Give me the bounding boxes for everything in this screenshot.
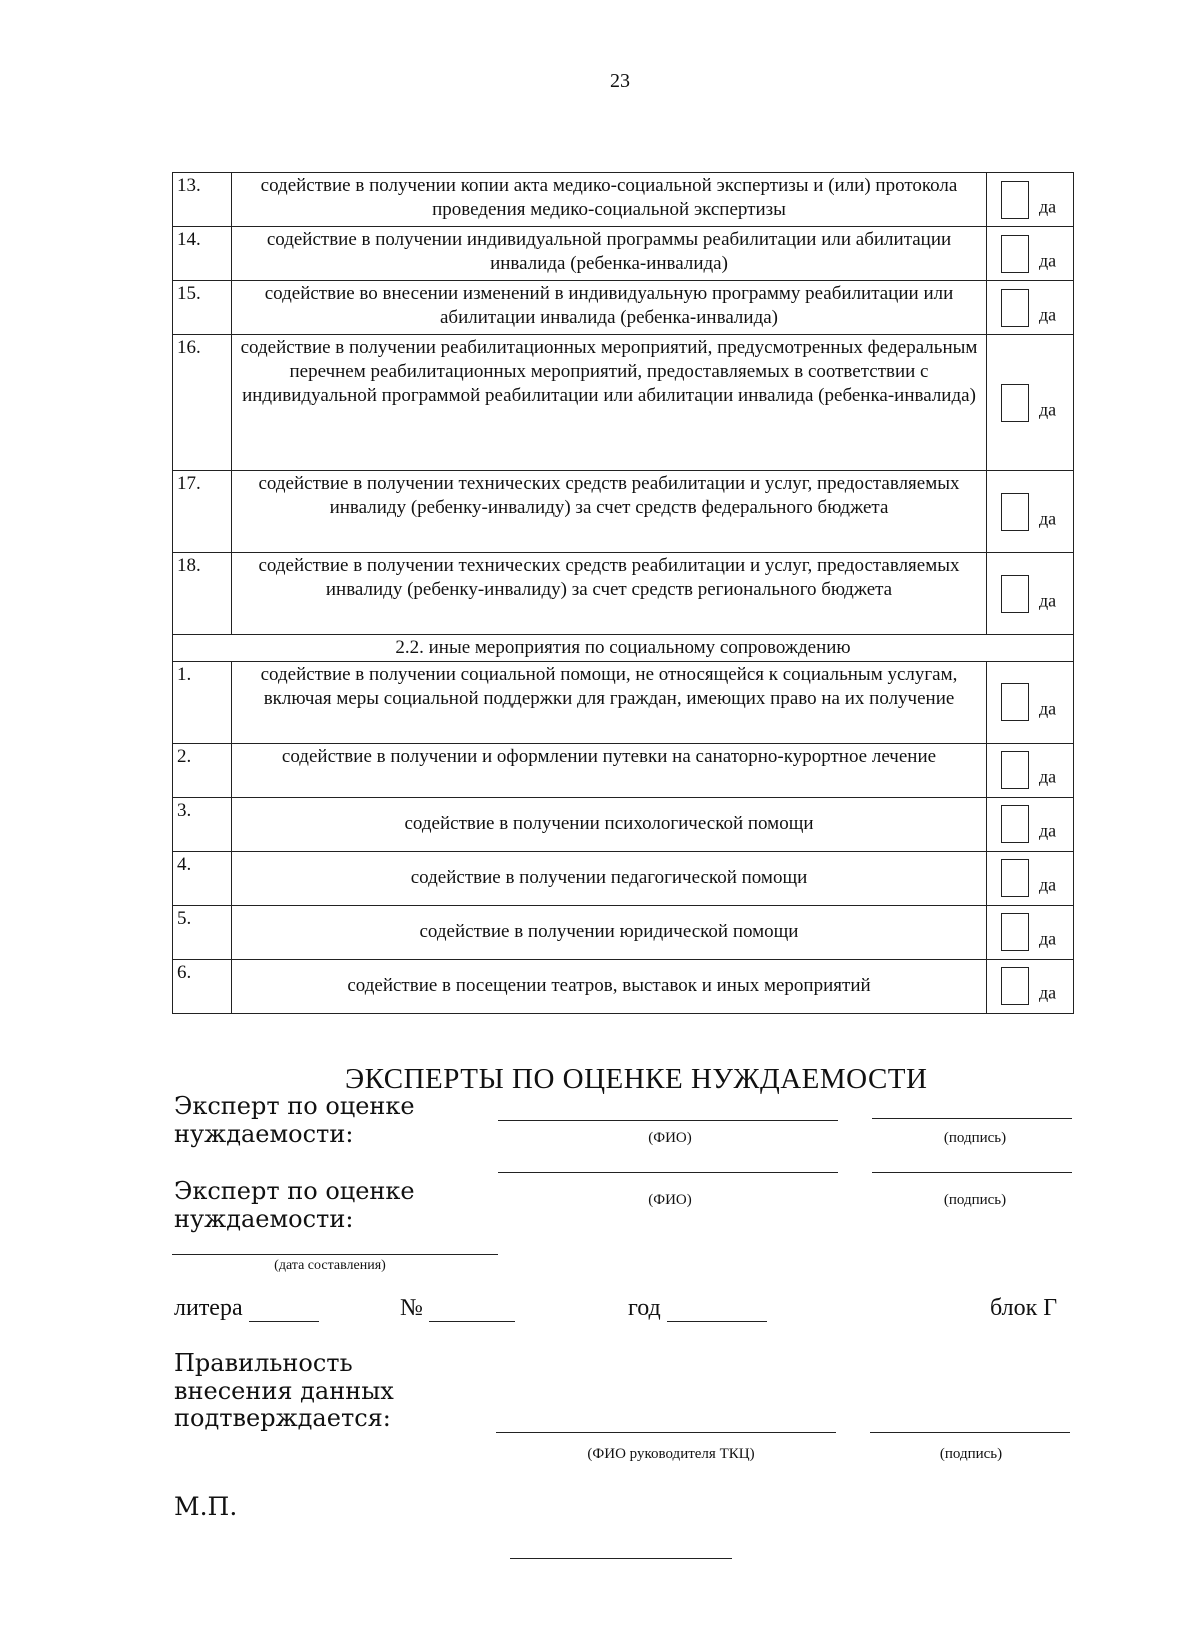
expert-2-label-line-2: нуждаемости: <box>174 1204 354 1233</box>
expert-1-label <box>174 1093 415 1148</box>
table-row <box>173 959 1074 1013</box>
measures-table <box>172 172 1074 1014</box>
row-number: 6. <box>173 959 232 1013</box>
yes-checkbox-label: да <box>1039 874 1057 895</box>
measures-table-body <box>173 173 1074 1014</box>
expert-2-label <box>174 1178 415 1233</box>
number-line[interactable] <box>429 1303 515 1322</box>
yes-checkbox-label: да <box>1039 196 1057 216</box>
row-description: содействие в получении юридической помощи <box>232 905 987 959</box>
head-signature-caption: (подпись) <box>939 1446 1003 1462</box>
year-label: год <box>628 1295 661 1321</box>
head-fio-caption: (ФИО руководителя ТКЦ) <box>587 1446 755 1462</box>
table-row <box>173 905 1074 959</box>
table-row <box>173 851 1074 905</box>
yes-checkbox[interactable] <box>1001 805 1029 843</box>
expert-1-label-line-1: Эксперт по оценке <box>174 1092 415 1120</box>
row-checkbox-cell <box>987 553 1074 635</box>
expert-1-fio-caption: (ФИО) <box>648 1130 692 1146</box>
row-number: 13. <box>173 173 232 227</box>
yes-checkbox-label: да <box>1039 250 1057 270</box>
yes-checkbox-label: да <box>1039 928 1057 949</box>
row-number: 14. <box>173 227 232 281</box>
row-checkbox-cell <box>987 173 1074 227</box>
yes-checkbox[interactable] <box>1001 235 1029 273</box>
yes-checkbox[interactable] <box>1001 493 1029 531</box>
row-description: содействие в получении копии акта медико-социальной экспертизы и (или) протокола проведения медико-социальной экспертизы <box>232 173 987 227</box>
row-description: содействие в получении технических средств реабилитации и услуг, предоставляемых инвалиду (ребенку-инвалиду) за счет средств регионального бюджета <box>232 553 987 635</box>
year-line[interactable] <box>667 1303 767 1322</box>
row-number: 17. <box>173 471 232 553</box>
row-checkbox-cell <box>987 335 1074 471</box>
row-checkbox-cell <box>987 743 1074 797</box>
row-number: 15. <box>173 281 232 335</box>
table-row <box>173 173 1074 227</box>
date-caption: (дата составления) <box>274 1258 386 1273</box>
table-row <box>173 335 1074 471</box>
row-number: 16. <box>173 335 232 471</box>
row-description: содействие в получении социальной помощи, не относящейся к социальным услугам, включая меры социальной поддержки для граждан, имеющих право на их получение <box>232 661 987 743</box>
yes-checkbox[interactable] <box>1001 913 1029 951</box>
row-checkbox-cell <box>987 281 1074 335</box>
expert-1-signature-line[interactable] <box>872 1118 1072 1119</box>
yes-checkbox[interactable] <box>1001 181 1029 219</box>
yes-checkbox-label: да <box>1039 698 1057 719</box>
table-row <box>173 471 1074 553</box>
row-number: 1. <box>173 661 232 743</box>
yes-checkbox-label: да <box>1039 399 1057 419</box>
litera-line[interactable] <box>249 1303 319 1322</box>
number-sign-label: № <box>400 1295 423 1321</box>
confirm-label-line-1: Правильность <box>174 1349 353 1377</box>
expert-2-fio-line[interactable] <box>498 1172 838 1173</box>
expert-1-signature-caption: (подпись) <box>943 1130 1007 1146</box>
table-row <box>173 281 1074 335</box>
row-description: содействие в получении психологической помощи <box>232 797 987 851</box>
table-row <box>173 553 1074 635</box>
yes-checkbox-label: да <box>1039 304 1057 324</box>
row-number: 2. <box>173 743 232 797</box>
row-description: содействие в получении и оформлении путевки на санаторно-курортное лечение <box>232 743 987 797</box>
yes-checkbox[interactable] <box>1001 751 1029 789</box>
experts-title: ЭКСПЕРТЫ ПО ОЦЕНКЕ НУЖДАЕМОСТИ <box>345 1063 928 1095</box>
row-number: 3. <box>173 797 232 851</box>
expert-1-label-line-2: нуждаемости: <box>174 1119 354 1148</box>
stamp-placeholder: М.П. <box>174 1492 238 1521</box>
yes-checkbox[interactable] <box>1001 289 1029 327</box>
section-title: 2.2. иные мероприятия по социальному сопровождению <box>173 635 1074 662</box>
row-checkbox-cell <box>987 797 1074 851</box>
litera-label: литера <box>174 1295 243 1321</box>
page-number: 23 <box>610 70 630 92</box>
yes-checkbox[interactable] <box>1001 384 1029 422</box>
expert-2-fio-caption: (ФИО) <box>648 1192 692 1208</box>
expert-2-label-line-1: Эксперт по оценке <box>174 1177 415 1205</box>
table-row <box>173 797 1074 851</box>
row-description: содействие в получении индивидуальной программы реабилитации или абилитации инвалида (ребенка-инвалида) <box>232 227 987 281</box>
year-field <box>628 1295 767 1322</box>
row-description: содействие во внесении изменений в индивидуальную программу реабилитации или абилитации инвалида (ребенка-инвалида) <box>232 281 987 335</box>
row-checkbox-cell <box>987 851 1074 905</box>
row-number: 4. <box>173 851 232 905</box>
yes-checkbox[interactable] <box>1001 683 1029 721</box>
yes-checkbox-label: да <box>1039 982 1057 1003</box>
block-label: блок Г <box>990 1295 1058 1321</box>
head-signature-line[interactable] <box>870 1432 1070 1433</box>
confirm-label-line-2: внесения данных <box>174 1376 394 1405</box>
expert-1-fio-line[interactable] <box>498 1120 838 1121</box>
table-row <box>173 743 1074 797</box>
row-description: содействие в получении педагогической помощи <box>232 851 987 905</box>
row-description: содействие в посещении театров, выставок и иных мероприятий <box>232 959 987 1013</box>
table-row <box>173 661 1074 743</box>
row-checkbox-cell <box>987 471 1074 553</box>
head-fio-line[interactable] <box>496 1432 836 1433</box>
bottom-separator-line <box>510 1558 732 1559</box>
row-number: 5. <box>173 905 232 959</box>
yes-checkbox-label: да <box>1039 766 1057 787</box>
yes-checkbox-label: да <box>1039 508 1057 528</box>
yes-checkbox-label: да <box>1039 590 1057 610</box>
number-field <box>400 1295 515 1322</box>
yes-checkbox[interactable] <box>1001 575 1029 613</box>
confirm-label-line-3: подтверждается: <box>174 1404 391 1433</box>
yes-checkbox[interactable] <box>1001 859 1029 897</box>
row-checkbox-cell <box>987 959 1074 1013</box>
expert-2-signature-line[interactable] <box>872 1172 1072 1173</box>
yes-checkbox[interactable] <box>1001 967 1029 1005</box>
row-number: 18. <box>173 553 232 635</box>
row-checkbox-cell <box>987 227 1074 281</box>
row-description: содействие в получении технических средств реабилитации и услуг, предоставляемых инвалиду (ребенку-инвалиду) за счет средств федерального бюджета <box>232 471 987 553</box>
confirm-label <box>174 1350 394 1433</box>
litera-field <box>174 1295 319 1322</box>
table-row <box>173 227 1074 281</box>
row-checkbox-cell <box>987 661 1074 743</box>
row-checkbox-cell <box>987 905 1074 959</box>
date-line[interactable] <box>172 1254 498 1255</box>
expert-2-signature-caption: (подпись) <box>943 1192 1007 1208</box>
row-description: содействие в получении реабилитационных мероприятий, предусмотренных федеральным перечнем реабилитационных мероприятий, предоставляемых в соответствии с индивидуальной программой реабилитации или абилитации инвалида (ребенка-инвалида) <box>232 335 987 471</box>
yes-checkbox-label: да <box>1039 820 1057 841</box>
section-row <box>173 635 1074 662</box>
